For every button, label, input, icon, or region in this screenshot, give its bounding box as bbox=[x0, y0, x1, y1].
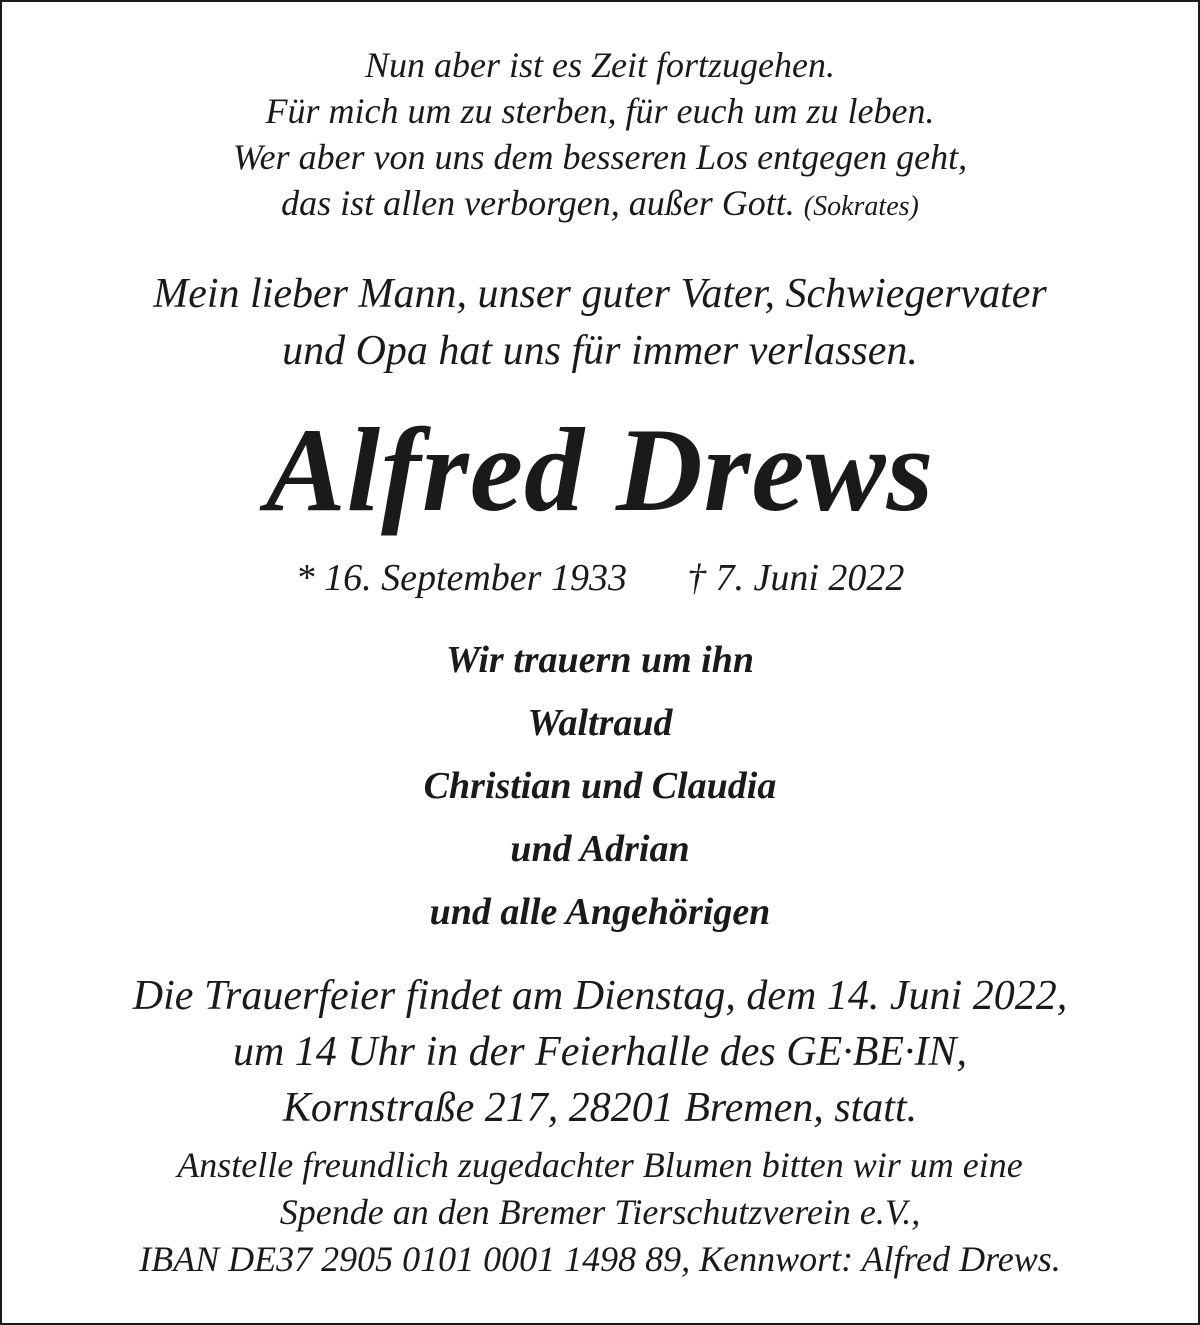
intro-line: und Opa hat uns für immer verlassen. bbox=[282, 328, 918, 374]
donation-line: Anstelle freundlich zugedachter Blumen bitten wir um eine bbox=[177, 1145, 1023, 1185]
quote-author: (Sokrates) bbox=[803, 191, 919, 222]
mourner-name: und Adrian bbox=[510, 828, 690, 870]
quote-line: Wer aber von uns dem besseren Los entgegen geht, bbox=[232, 137, 968, 177]
mourners-heading: Wir trauern um ihn bbox=[445, 639, 754, 681]
donation-line: Spende an den Bremer Tierschutzverein e.V., bbox=[279, 1192, 921, 1232]
birth-date: * 16. September 1933 bbox=[295, 557, 627, 599]
life-dates bbox=[2, 554, 1198, 602]
death-date: † 7. Juni 2022 bbox=[686, 557, 905, 599]
sokrates-quote bbox=[2, 42, 1198, 230]
mourner-name: und alle Angehörigen bbox=[429, 891, 771, 933]
quote-line: das ist allen verborgen, außer Gott. bbox=[281, 183, 795, 223]
quote-line: Für mich um zu sterben, für euch um zu leben. bbox=[265, 91, 935, 131]
donation-iban-line: IBAN DE37 2905 0101 0001 1498 89, Kennwort: Alfred Drews. bbox=[139, 1239, 1061, 1279]
ceremony-line: Kornstraße 217, 28201 Bremen, statt. bbox=[282, 1085, 918, 1131]
quote-line-with-author bbox=[2, 180, 1198, 230]
ceremony-line: um 14 Uhr in der Feierhalle des GE·BE·IN, bbox=[232, 1029, 968, 1075]
ceremony-line: Die Trauerfeier findet am Dienstag, dem 14. Juni 2022, bbox=[132, 973, 1068, 1019]
deceased-name: Alfred Drews bbox=[265, 403, 935, 536]
funeral-ceremony-info bbox=[2, 968, 1198, 1136]
quote-line: Nun aber ist es Zeit fortzugehen. bbox=[365, 45, 835, 85]
mourner-name: Christian und Claudia bbox=[423, 765, 777, 807]
intro-text bbox=[2, 266, 1198, 380]
mourner-name: Waltraud bbox=[527, 702, 673, 744]
donation-request bbox=[2, 1142, 1198, 1283]
mourners-list bbox=[2, 629, 1198, 944]
intro-line: Mein lieber Mann, unser guter Vater, Schwiegervater bbox=[153, 271, 1047, 317]
